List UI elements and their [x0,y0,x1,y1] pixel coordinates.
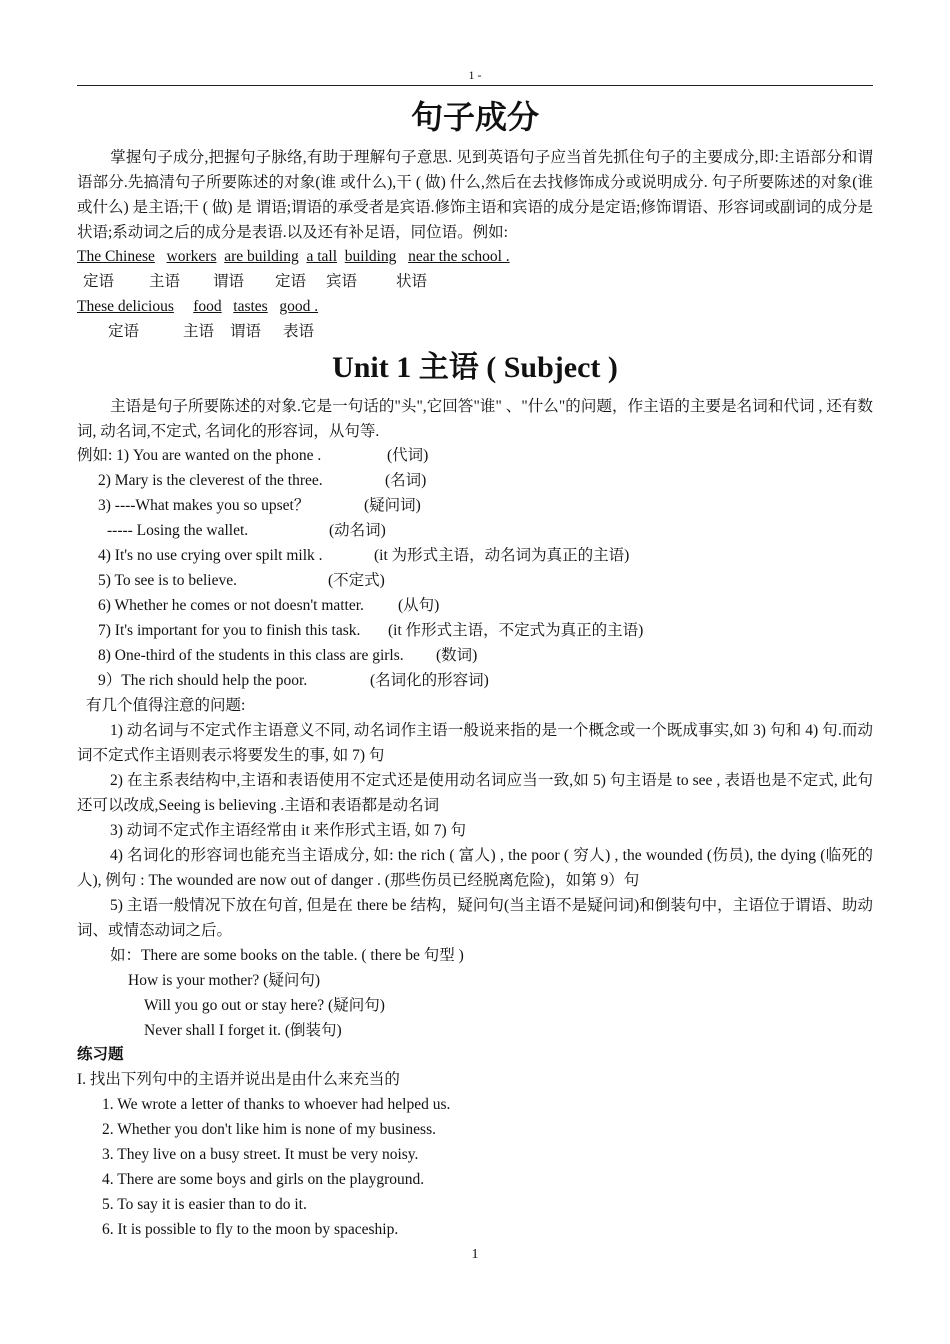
header-page-marker: 1 - [468,68,482,82]
note-paragraph: 2) 在主系表结构中,主语和表语使用不定式还是使用动名词应当一致,如 5) 句主语是 to see , 表语也是不定式, 此句还可以改成,Seeing is believing .主语和表语都是动名词 [77,772,873,814]
exercise-instruction: I. 找出下列句中的主语并说出是由什么来充当的 [77,1071,400,1088]
example1-word: workers [166,248,217,265]
example-item: ----- Losing the wallet. (动名词) [107,522,386,539]
note-paragraph: 5) 主语一般情况下放在句首, 但是在 there be 结构，疑问句(当主语不是疑问词)和倒装句中，主语位于谓语、助动词、或情态动词之后。 [77,897,873,939]
example-note: (动名词) [329,522,386,539]
example2-label: 谓语 [230,323,262,340]
example-item: 3) ----What makes you so upset？ (疑问词) [98,497,421,514]
note5-example: Will you go out or stay here? (疑问句) [144,997,385,1014]
example-item: 9）The rich should help the poor. (名词化的形容词) [98,672,489,689]
note5-example: 如：There are some books on the table. ( there be 句型 ) [110,947,464,964]
example2-label: 定语 [108,323,140,340]
example-note: (疑问词) [364,497,421,514]
footer-page-number: 1 [471,1247,479,1262]
example1-word: a tall [306,248,338,265]
example1-label: 状语 [396,273,428,290]
example-note: (数词) [436,647,478,664]
example-note: (it 作形式主语，不定式为真正的主语) [388,622,644,639]
example2-word: food [193,298,222,315]
example-note: (不定式) [328,572,385,589]
example1-sentence [77,247,510,267]
example-item: 4) It's no use crying over spilt milk . (it 为形式主语，动名词为真正的主语) [98,547,630,564]
example1-word: near the school . [408,248,510,265]
example1-label: 谓语 [213,273,245,290]
exercise-item: 6. It is possible to fly to the moon by spaceship. [102,1221,399,1238]
example-item: 6) Whether he comes or not doesn't matter. (从句) [98,597,440,614]
example-note: (代词) [387,447,429,464]
example2-label: 主语 [183,323,215,340]
exercise-item: 4. There are some boys and girls on the playground. [102,1171,425,1188]
exercise-item: 1. We wrote a letter of thanks to whoever had helped us. [102,1096,451,1113]
note-paragraph: 1) 动名词与不定式作主语意义不同, 动名词作主语一般说来指的是一个概念或一个既成事实,如 3) 句和 4) 句.而动词不定式作主语则表示将要发生的事, 如 7) 句 [77,722,873,764]
note-paragraph: 3) 动词不定式作主语经常由 it 来作形式主语, 如 7) 句 [110,822,467,839]
example1-label: 宾语 [326,273,358,290]
example-note: (名词化的形容词) [370,672,489,689]
page-title: 句子成分 [410,99,539,135]
example1-label: 定语 [275,273,307,290]
notes-heading: 有几个值得注意的问题: [86,697,246,714]
example-note: (从句) [398,597,440,614]
example-item: 5) To see is to believe. (不定式) [98,572,385,589]
note5-example: Never shall I forget it. (倒装句) [144,1022,342,1039]
exercise-item: 5. To say it is easier than to do it. [102,1196,307,1213]
example2-word: tastes [233,298,268,315]
unit-title: Unit 1 主语 ( Subject ) [332,351,618,384]
example1-label: 定语 [83,273,115,290]
header-rule [77,85,873,86]
example1-word: The Chinese [77,248,155,265]
example1-word: building [344,248,397,265]
unit-intro-paragraph: 主语是句子所要陈述的对象.它是一句话的"头",它回答"谁" 、"什么"的问题，作主语的主要是名词和代词 , 还有数词, 动名词,不定式, 名词化的形容词，从句等. [77,398,873,440]
example-item: 2) Mary is the cleverest of the three. (名词) [98,472,427,489]
intro-paragraph: 掌握句子成分,把握句子脉络,有助于理解句子意思. 见到英语句子应当首先抓住句子的主要成分,即:主语部分和谓语部分.先搞清句子所要陈述的对象(谁 或什么),干 ( 做) 什么,然后在去找修饰成分或说明成分. 句子所要陈述的对象(谁或什么) 是主语;干 ( 做) 是 谓语;谓语的承受者是宾语.修饰主语和宾语的成分是定语;修饰谓语、形容词或副词的成分是状语;系动词之后的成分是表语.以及还有补足语，同位语。例如: [77,149,873,241]
exercise-item: 2. Whether you don't like him is none of my business. [102,1121,436,1138]
example2-word: good . [279,298,319,315]
exercise-item: 3. They live on a busy street. It must be very noisy. [102,1146,419,1163]
example-item: 8) One-third of the students in this class are girls. (数词) [98,647,478,664]
example2-word: These delicious [77,298,174,315]
example-note: (it 为形式主语，动名词为真正的主语) [374,547,630,564]
exercise-heading: 练习题 [77,1046,124,1063]
note5-example: How is your mother? (疑问句) [128,972,320,989]
example2-label: 表语 [283,323,315,340]
example1-label: 主语 [149,273,181,290]
example-item: 例如: 1) You are wanted on the phone . (代词) [77,447,429,464]
example-note: (名词) [385,472,427,489]
example1-word: are building [224,248,299,265]
example-item: 7) It's important for you to finish this task. (it 作形式主语，不定式为真正的主语) [98,622,644,639]
note-paragraph: 4) 名词化的形容词也能充当主语成分, 如: the rich ( 富人) , the poor ( 穷人) , the wounded (伤员), the dying (临死的人), 例句 : The wounded are now out of danger . (那些伤员已经脱离危险)，如第 9）句 [77,847,873,889]
example2-sentence [77,297,318,317]
